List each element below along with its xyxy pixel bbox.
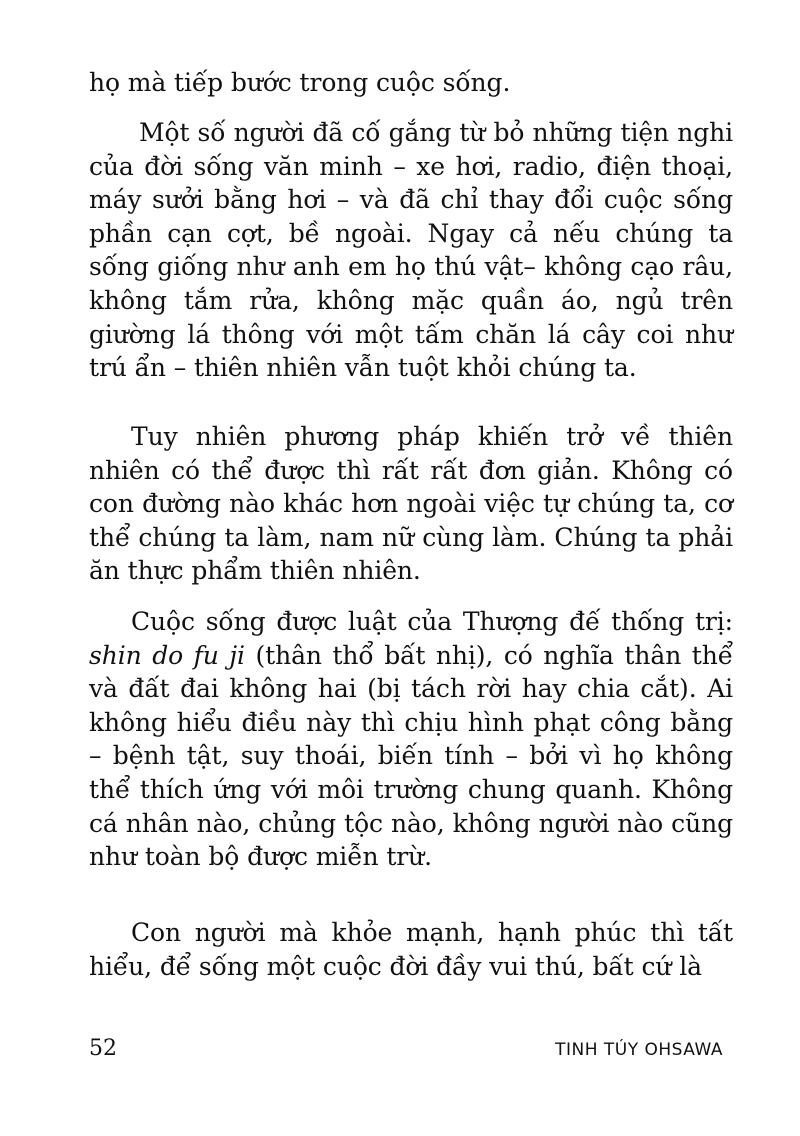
page-number: 52 <box>89 1036 117 1061</box>
paragraph-text: Con người mà khỏe mạnh, hạnh phúc thì tất hiểu, để sống một cuộc đời đầy vui thú, bất cứ là <box>89 918 733 981</box>
paragraph-text-start: Cuộc sống được luật của Thượng đế thống trị: <box>131 607 733 636</box>
body-paragraph <box>89 116 733 385</box>
body-paragraph <box>89 420 733 588</box>
running-footer-title: TINH TÚY OHSAWA <box>555 1040 723 1060</box>
body-paragraph-continuation <box>89 66 733 100</box>
body-paragraph <box>89 605 733 874</box>
paragraph-text: họ mà tiếp bước trong cuộc sống. <box>89 68 511 97</box>
paragraph-text <box>89 605 733 874</box>
paragraph-text: Một số người đã cố gắng từ bỏ những tiện nghi của đời sống văn minh – xe hơi, radio, điện thoại, máy sưởi bằng hơi – và đã chỉ thay đổi cuộc sống phần cạn cợt, bề ngoài. Ngay cả nếu chúng ta sống giống như anh em họ thú vật– không cạo râu, không tắm rửa, không mặc quần áo, ngủ trên giường lá thông với một tấm chăn lá cây coi như trú ẩn – thiên nhiên vẫn tuột khỏi chúng ta. <box>89 118 733 383</box>
paragraph-text: Tuy nhiên phương pháp khiến trở về thiên nhiên có thể được thì rất rất đơn giản. Không có con đường nào khác hơn ngoài việc tự chúng ta, cơ thể chúng ta làm, nam nữ cùng làm. Chúng ta phải ăn thực phẩm thiên nhiên. <box>89 422 733 586</box>
body-paragraph <box>89 916 733 983</box>
paragraph-text-end: (thân thổ bất nhị), có nghĩa thân thể và đất đai không hai (bị tách rời hay chia cắt). Ai không hiểu điều này thì chịu hình phạt công bằng – bệnh tật, suy thoái, biến tính – bởi vì họ không thể thích ứng với môi trường chung quanh. Không cá nhân nào, chủng tộc nào, không người nào cũng như toàn bộ được miễn trừ. <box>89 640 733 872</box>
japanese-phrase: shin do fu ji <box>89 640 245 670</box>
